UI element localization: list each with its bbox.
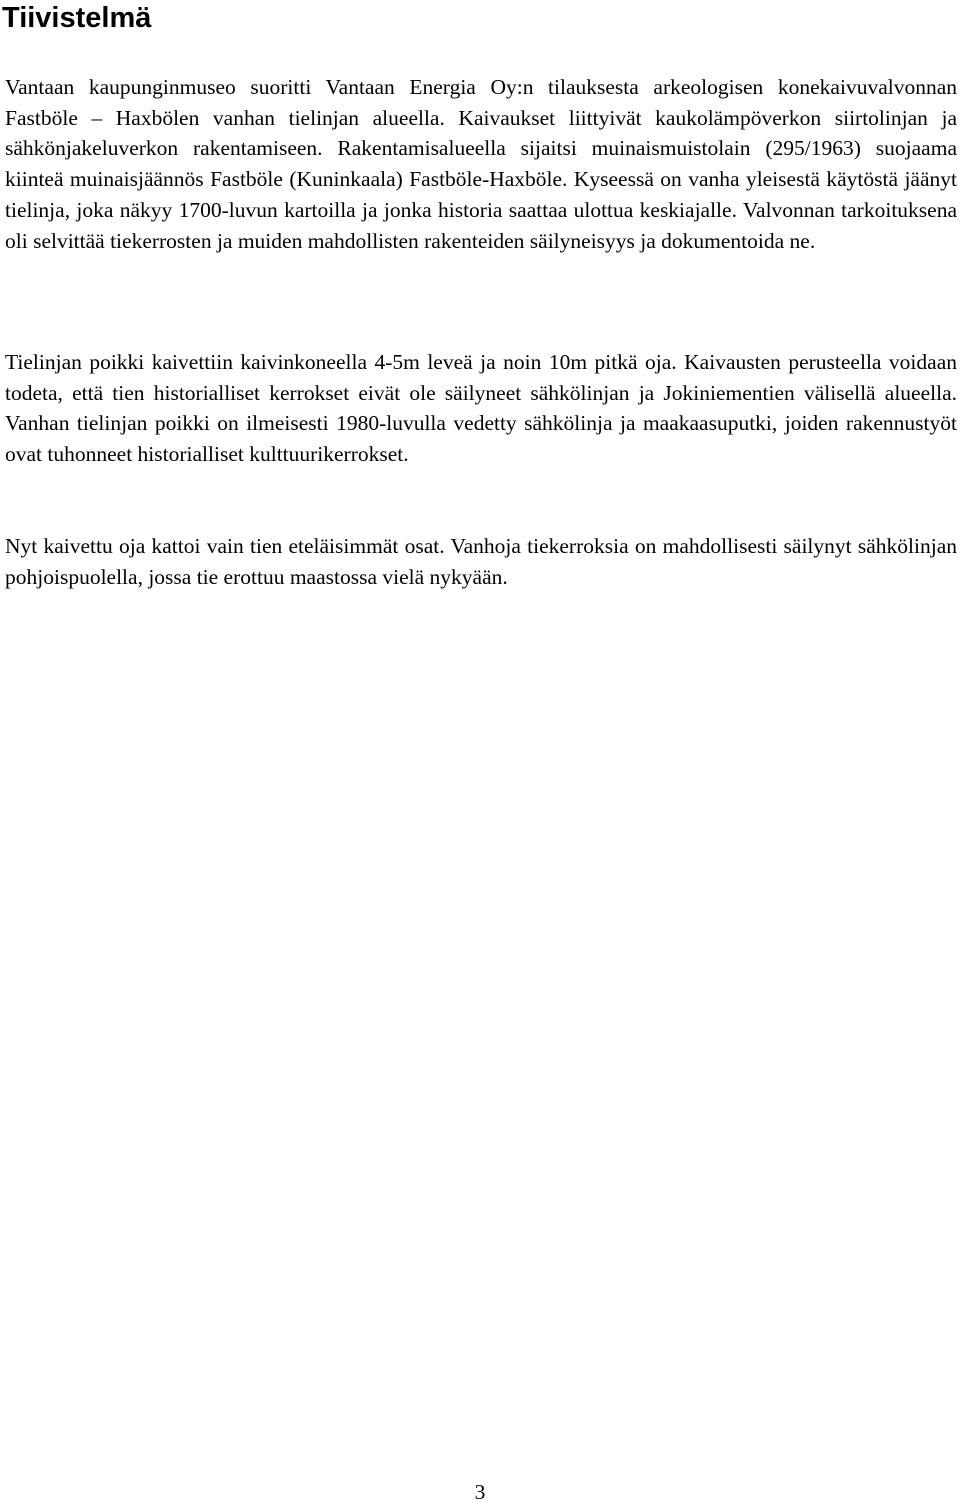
page-number: 3 (474, 1480, 486, 1504)
paragraph-excavation: Tielinjan poikki kaivettiin kaivinkoneella 4-5m leveä ja noin 10m pitkä oja. Kaivausten perusteella voidaan todeta, että tien historialliset kerrokset eivät ole säilyneet sähkölinjan ja Jokiniementien välisellä alueella. Vanhan tielinjan poikki on ilmeisesti 1980-luvulla vedetty sähkölinja ja maakaasuputki, joiden rakennustyöt ovat tuhonneet historialliset kulttuurikerrokset. (5, 350, 957, 467)
page-title: Tiivistelmä (2, 2, 152, 34)
paragraph-summary: Vantaan kaupunginmuseo suoritti Vantaan Energia Oy:n tilauksesta arkeologisen konekaivuvalvonnan Fastböle – Haxbölen vanhan tielinjan alueella. Kaivaukset liittyivät kaukolämpöverkon siirtolinjan ja sähkönjakeluverkon rakentamiseen. Rakentamisalueella sijaitsi muinaismuistolain (295/1963) suojaama kiinteä muinaisjäännös Fastböle (Kuninkaala) Fastböle-Haxböle. Kyseessä on vanha yleisestä käytöstä jäänyt tielinja, joka näkyy 1700-luvun kartoilla ja jonka historia saattaa ulottua keskiajalle. Valvonnan tarkoituksena oli selvittää tiekerrosten ja muiden mahdollisten rakenteiden säilyneisyys ja dokumentoida ne. (5, 75, 957, 253)
paragraph-conclusion: Nyt kaivettu oja kattoi vain tien eteläisimmät osat. Vanhoja tiekerroksia on mahdollisesti säilynyt sähkölinjan pohjoispuolella, jossa tie erottuu maastossa vielä nykyään. (5, 534, 957, 589)
